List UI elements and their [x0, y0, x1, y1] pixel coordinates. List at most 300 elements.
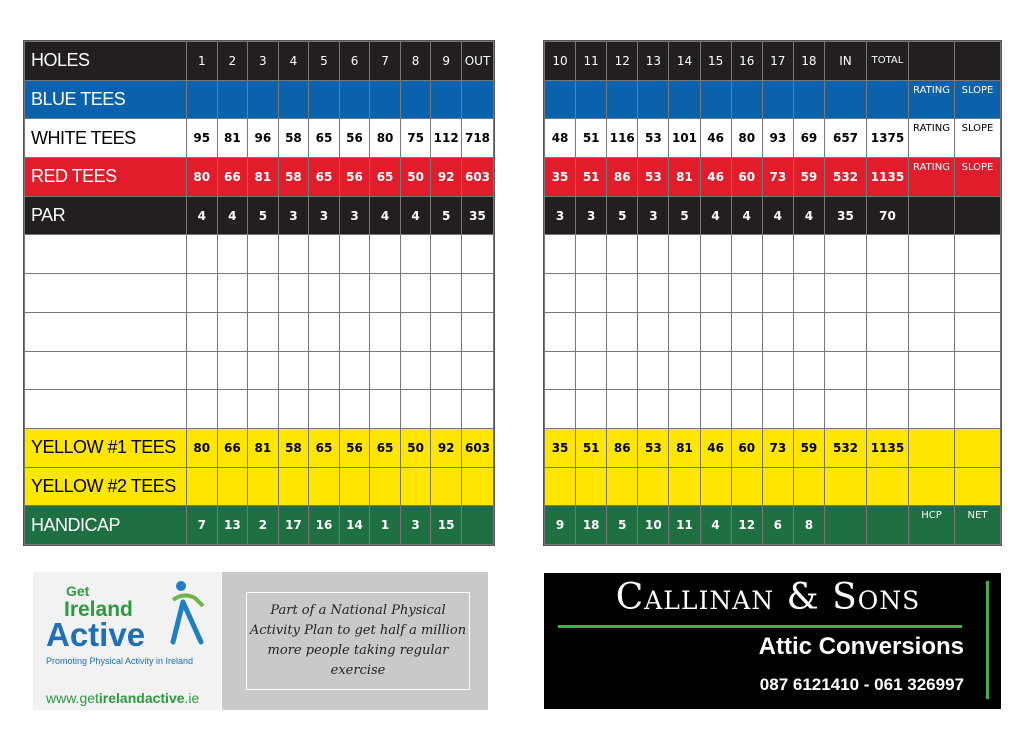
hole-value: 65: [370, 158, 401, 197]
hole-value: 81: [217, 119, 248, 158]
hole-value: 2: [248, 506, 279, 545]
hole-value: 80: [187, 428, 218, 467]
hole-number: 16: [731, 42, 762, 81]
score-cell: [248, 235, 279, 274]
score-cell: [669, 351, 700, 390]
score-cell: [955, 274, 1001, 313]
score-cell: [638, 390, 669, 429]
score-cell: [576, 235, 607, 274]
hole-value: 92: [431, 428, 462, 467]
score-cell: [576, 274, 607, 313]
rating-cell: [909, 467, 955, 506]
hole-value: 112: [431, 119, 462, 158]
score-cell: [25, 274, 187, 313]
hole-value: [576, 80, 607, 119]
score-cell: [545, 390, 576, 429]
score-cell: [731, 351, 762, 390]
hole-value: 12: [731, 506, 762, 545]
score-cell: [217, 312, 248, 351]
score-cell: [638, 235, 669, 274]
hole-number: 15: [700, 42, 731, 81]
score-cell: [400, 312, 431, 351]
hole-value: [607, 467, 638, 506]
score-cell: [545, 274, 576, 313]
front-score-row: [25, 351, 494, 390]
score-cell: [762, 274, 793, 313]
hole-value: 3: [400, 506, 431, 545]
hole-value: [700, 467, 731, 506]
score-cell: [217, 390, 248, 429]
score-cell: [278, 312, 309, 351]
hole-value: 58: [278, 428, 309, 467]
slope-cell: SLOPE: [955, 158, 1001, 197]
hole-value: 73: [762, 428, 793, 467]
score-cell: [431, 235, 462, 274]
score-cell: [431, 312, 462, 351]
front-row: [25, 80, 494, 119]
hole-value: 116: [607, 119, 638, 158]
slope-cell: SLOPE: [955, 119, 1001, 158]
score-cell: [25, 312, 187, 351]
score-cell: [370, 312, 401, 351]
hole-value: [431, 467, 462, 506]
score-cell: [462, 274, 494, 313]
in-label: IN: [825, 42, 867, 81]
score-cell: [309, 390, 340, 429]
hole-value: 81: [669, 158, 700, 197]
score-cell: [793, 274, 824, 313]
hole-value: 65: [370, 428, 401, 467]
gia-url-post: .ie: [184, 690, 200, 706]
score-cell: [431, 390, 462, 429]
out-total: 718: [462, 119, 494, 158]
grand-total: 1135: [867, 428, 909, 467]
hole-number: 12: [607, 42, 638, 81]
hole-value: 1: [370, 506, 401, 545]
hole-value: [545, 80, 576, 119]
hole-value: 4: [217, 196, 248, 235]
gia-active: Active: [46, 616, 146, 653]
hole-value: 3: [278, 196, 309, 235]
score-cell: [278, 390, 309, 429]
score-cell: [638, 312, 669, 351]
hole-number: 11: [576, 42, 607, 81]
hole-number: 13: [638, 42, 669, 81]
hole-value: [793, 80, 824, 119]
back-score-row: [545, 235, 1001, 274]
total-label: TOTAL: [867, 42, 909, 81]
score-cell: [278, 274, 309, 313]
in-total: [825, 506, 867, 545]
hole-value: 51: [576, 158, 607, 197]
score-cell: [700, 351, 731, 390]
score-cell: [370, 390, 401, 429]
back-score-row: [545, 351, 1001, 390]
hole-value: 5: [431, 196, 462, 235]
hole-value: 56: [339, 119, 370, 158]
hole-value: 4: [762, 196, 793, 235]
gia-get: Get: [66, 583, 90, 599]
score-cell: [669, 274, 700, 313]
score-cell: [309, 312, 340, 351]
back-row: [545, 467, 1001, 506]
in-total: 657: [825, 119, 867, 158]
slope-cell: [955, 196, 1001, 235]
hole-value: 56: [339, 158, 370, 197]
slope-cell: [955, 428, 1001, 467]
score-cell: [607, 235, 638, 274]
hole-value: [217, 80, 248, 119]
score-cell: [576, 390, 607, 429]
hole-value: [638, 467, 669, 506]
hole-value: [339, 467, 370, 506]
back-row: [545, 196, 1001, 235]
callinan-phone: 087 6121410 - 061 326997: [759, 675, 964, 694]
front-row: [25, 119, 494, 158]
grand-total: 1135: [867, 158, 909, 197]
out-total: [462, 80, 494, 119]
score-cell: [25, 390, 187, 429]
hole-number: 14: [669, 42, 700, 81]
score-cell: [400, 235, 431, 274]
out-label: OUT: [462, 42, 494, 81]
score-cell: [793, 235, 824, 274]
score-cell: [825, 235, 867, 274]
hole-value: 17: [278, 506, 309, 545]
rating-cell: [909, 428, 955, 467]
score-cell: [955, 390, 1001, 429]
score-cell: [825, 312, 867, 351]
slope-cell: NET: [955, 506, 1001, 545]
score-cell: [370, 235, 401, 274]
row-label: PAR: [25, 196, 187, 235]
callinan-service: Attic Conversions: [758, 633, 964, 660]
hole-value: 66: [217, 428, 248, 467]
hole-value: [370, 467, 401, 506]
back-nine-table: [544, 41, 1001, 545]
hole-value: [187, 80, 218, 119]
slope-cell: [955, 467, 1001, 506]
hole-number: 6: [339, 42, 370, 81]
hole-value: 48: [545, 119, 576, 158]
score-cell: [339, 390, 370, 429]
grand-total: 1375: [867, 119, 909, 158]
score-cell: [700, 390, 731, 429]
hole-value: 13: [217, 506, 248, 545]
score-cell: [825, 274, 867, 313]
score-cell: [248, 351, 279, 390]
hole-value: 60: [731, 428, 762, 467]
hole-value: 5: [669, 196, 700, 235]
in-total: 532: [825, 158, 867, 197]
front-nine-scorecard: [23, 40, 495, 546]
row-label: YELLOW #1 TEES: [25, 428, 187, 467]
hole-value: 59: [793, 158, 824, 197]
hole-number: 17: [762, 42, 793, 81]
hole-value: [431, 80, 462, 119]
hole-value: [370, 80, 401, 119]
back-nine-scorecard: [543, 40, 1002, 546]
hole-value: 4: [400, 196, 431, 235]
hole-value: [187, 467, 218, 506]
hole-value: 73: [762, 158, 793, 197]
hole-value: 4: [700, 196, 731, 235]
front-score-row: [25, 312, 494, 351]
score-cell: [545, 312, 576, 351]
hole-value: 5: [248, 196, 279, 235]
out-total: 603: [462, 428, 494, 467]
hole-number: 5: [309, 42, 340, 81]
gia-url: [46, 690, 199, 706]
back-row: [545, 119, 1001, 158]
back-score-row: [545, 312, 1001, 351]
score-cell: [339, 235, 370, 274]
hole-value: 80: [187, 158, 218, 197]
score-cell: [400, 390, 431, 429]
hole-value: 4: [731, 196, 762, 235]
back-header-row: [545, 42, 1001, 81]
out-total: [462, 506, 494, 545]
hole-value: [217, 467, 248, 506]
score-cell: [909, 274, 955, 313]
hole-value: 66: [217, 158, 248, 197]
hole-number: 1: [187, 42, 218, 81]
hole-value: 65: [309, 428, 340, 467]
score-cell: [762, 312, 793, 351]
hole-value: 6: [762, 506, 793, 545]
back-row: [545, 428, 1001, 467]
hole-value: 53: [638, 119, 669, 158]
score-cell: [731, 274, 762, 313]
out-total: 35: [462, 196, 494, 235]
hole-value: 69: [793, 119, 824, 158]
score-cell: [955, 351, 1001, 390]
hole-value: 50: [400, 158, 431, 197]
score-cell: [248, 390, 279, 429]
hole-value: 51: [576, 119, 607, 158]
score-cell: [248, 312, 279, 351]
score-cell: [909, 390, 955, 429]
score-cell: [762, 351, 793, 390]
hole-value: 46: [700, 119, 731, 158]
score-cell: [607, 312, 638, 351]
hole-value: [278, 80, 309, 119]
hole-value: 11: [669, 506, 700, 545]
hole-value: 3: [545, 196, 576, 235]
score-cell: [669, 235, 700, 274]
hole-number: 3: [248, 42, 279, 81]
hole-value: 3: [309, 196, 340, 235]
row-label: WHITE TEES: [25, 119, 187, 158]
hole-number: 7: [370, 42, 401, 81]
front-row: [25, 506, 494, 545]
hole-value: 18: [576, 506, 607, 545]
score-cell: [731, 235, 762, 274]
score-cell: [309, 274, 340, 313]
hole-value: [607, 80, 638, 119]
hole-value: 10: [638, 506, 669, 545]
in-total: [825, 467, 867, 506]
callinan-ad: [544, 573, 1001, 709]
score-cell: [909, 312, 955, 351]
hole-value: 81: [248, 428, 279, 467]
gia-url-pre: www.get: [46, 690, 99, 706]
score-cell: [278, 351, 309, 390]
hole-value: 9: [545, 506, 576, 545]
blank-head: [955, 42, 1001, 81]
score-cell: [909, 351, 955, 390]
row-label: BLUE TEES: [25, 80, 187, 119]
hole-value: 4: [187, 196, 218, 235]
gia-tagline: Promoting Physical Activity in Ireland: [46, 656, 194, 666]
score-cell: [638, 351, 669, 390]
hole-value: 86: [607, 428, 638, 467]
hole-value: 81: [669, 428, 700, 467]
grand-total: [867, 467, 909, 506]
hole-number: 8: [400, 42, 431, 81]
score-cell: [431, 351, 462, 390]
score-cell: [217, 235, 248, 274]
row-label: HANDICAP: [25, 506, 187, 545]
grand-total: 70: [867, 196, 909, 235]
front-row: [25, 158, 494, 197]
hole-value: 53: [638, 428, 669, 467]
front-nine-table: [24, 41, 494, 545]
hole-number: 4: [278, 42, 309, 81]
hole-value: 65: [309, 158, 340, 197]
front-row: [25, 467, 494, 506]
slope-cell: SLOPE: [955, 80, 1001, 119]
hole-value: [669, 467, 700, 506]
hole-value: [731, 80, 762, 119]
score-cell: [400, 351, 431, 390]
hole-value: [309, 467, 340, 506]
score-cell: [370, 274, 401, 313]
score-cell: [909, 235, 955, 274]
rating-cell: RATING: [909, 80, 955, 119]
hole-value: 4: [370, 196, 401, 235]
score-cell: [793, 351, 824, 390]
score-cell: [309, 235, 340, 274]
score-cell: [825, 351, 867, 390]
hole-value: 92: [431, 158, 462, 197]
holes-label: HOLES: [25, 42, 187, 81]
score-cell: [545, 351, 576, 390]
score-cell: [187, 274, 218, 313]
in-total: 35: [825, 196, 867, 235]
score-cell: [867, 235, 909, 274]
score-cell: [400, 274, 431, 313]
score-cell: [339, 312, 370, 351]
score-cell: [462, 390, 494, 429]
front-score-row: [25, 274, 494, 313]
hole-value: 46: [700, 158, 731, 197]
hole-value: [638, 80, 669, 119]
score-cell: [700, 312, 731, 351]
hole-value: 4: [700, 506, 731, 545]
score-cell: [25, 351, 187, 390]
hole-value: 14: [339, 506, 370, 545]
score-cell: [576, 351, 607, 390]
hole-value: 5: [607, 196, 638, 235]
hole-value: 58: [278, 119, 309, 158]
score-cell: [700, 235, 731, 274]
hole-value: [669, 80, 700, 119]
back-score-row: [545, 274, 1001, 313]
out-total: 603: [462, 158, 494, 197]
callinan-name: Callinan & Sons: [615, 577, 921, 618]
score-cell: [278, 235, 309, 274]
hole-value: 35: [545, 428, 576, 467]
hole-value: [545, 467, 576, 506]
score-cell: [825, 390, 867, 429]
score-cell: [669, 390, 700, 429]
score-cell: [955, 312, 1001, 351]
score-cell: [607, 390, 638, 429]
score-cell: [867, 274, 909, 313]
score-cell: [187, 351, 218, 390]
score-cell: [607, 351, 638, 390]
score-cell: [187, 390, 218, 429]
score-cell: [187, 235, 218, 274]
grand-total: [867, 80, 909, 119]
hole-value: [339, 80, 370, 119]
hole-value: [731, 467, 762, 506]
hole-value: 3: [339, 196, 370, 235]
rating-cell: RATING: [909, 119, 955, 158]
score-cell: [339, 274, 370, 313]
row-label: RED TEES: [25, 158, 187, 197]
hole-value: [762, 80, 793, 119]
hole-value: 65: [309, 119, 340, 158]
back-score-row: [545, 390, 1001, 429]
score-cell: [700, 274, 731, 313]
hole-value: 15: [431, 506, 462, 545]
row-label: YELLOW #2 TEES: [25, 467, 187, 506]
score-cell: [762, 390, 793, 429]
hole-value: 50: [400, 428, 431, 467]
hole-value: 7: [187, 506, 218, 545]
hole-value: [700, 80, 731, 119]
score-cell: [607, 274, 638, 313]
out-total: [462, 467, 494, 506]
hole-value: 81: [248, 158, 279, 197]
hole-value: 35: [545, 158, 576, 197]
hole-value: [248, 467, 279, 506]
callinan-side-bar: [986, 581, 989, 699]
callinan-divider: [558, 625, 962, 628]
hole-value: [309, 80, 340, 119]
score-cell: [638, 274, 669, 313]
hole-value: [793, 467, 824, 506]
front-score-row: [25, 235, 494, 274]
hole-value: 96: [248, 119, 279, 158]
score-cell: [25, 235, 187, 274]
gia-ireland: Ireland: [64, 598, 133, 621]
hole-number: 9: [431, 42, 462, 81]
gia-quote-panel: [222, 572, 488, 710]
hole-value: [762, 467, 793, 506]
hole-value: 93: [762, 119, 793, 158]
rating-cell: [909, 196, 955, 235]
hole-number: 2: [217, 42, 248, 81]
front-row: [25, 428, 494, 467]
score-cell: [576, 312, 607, 351]
hole-value: 3: [638, 196, 669, 235]
score-cell: [462, 351, 494, 390]
in-total: [825, 80, 867, 119]
hole-value: 56: [339, 428, 370, 467]
